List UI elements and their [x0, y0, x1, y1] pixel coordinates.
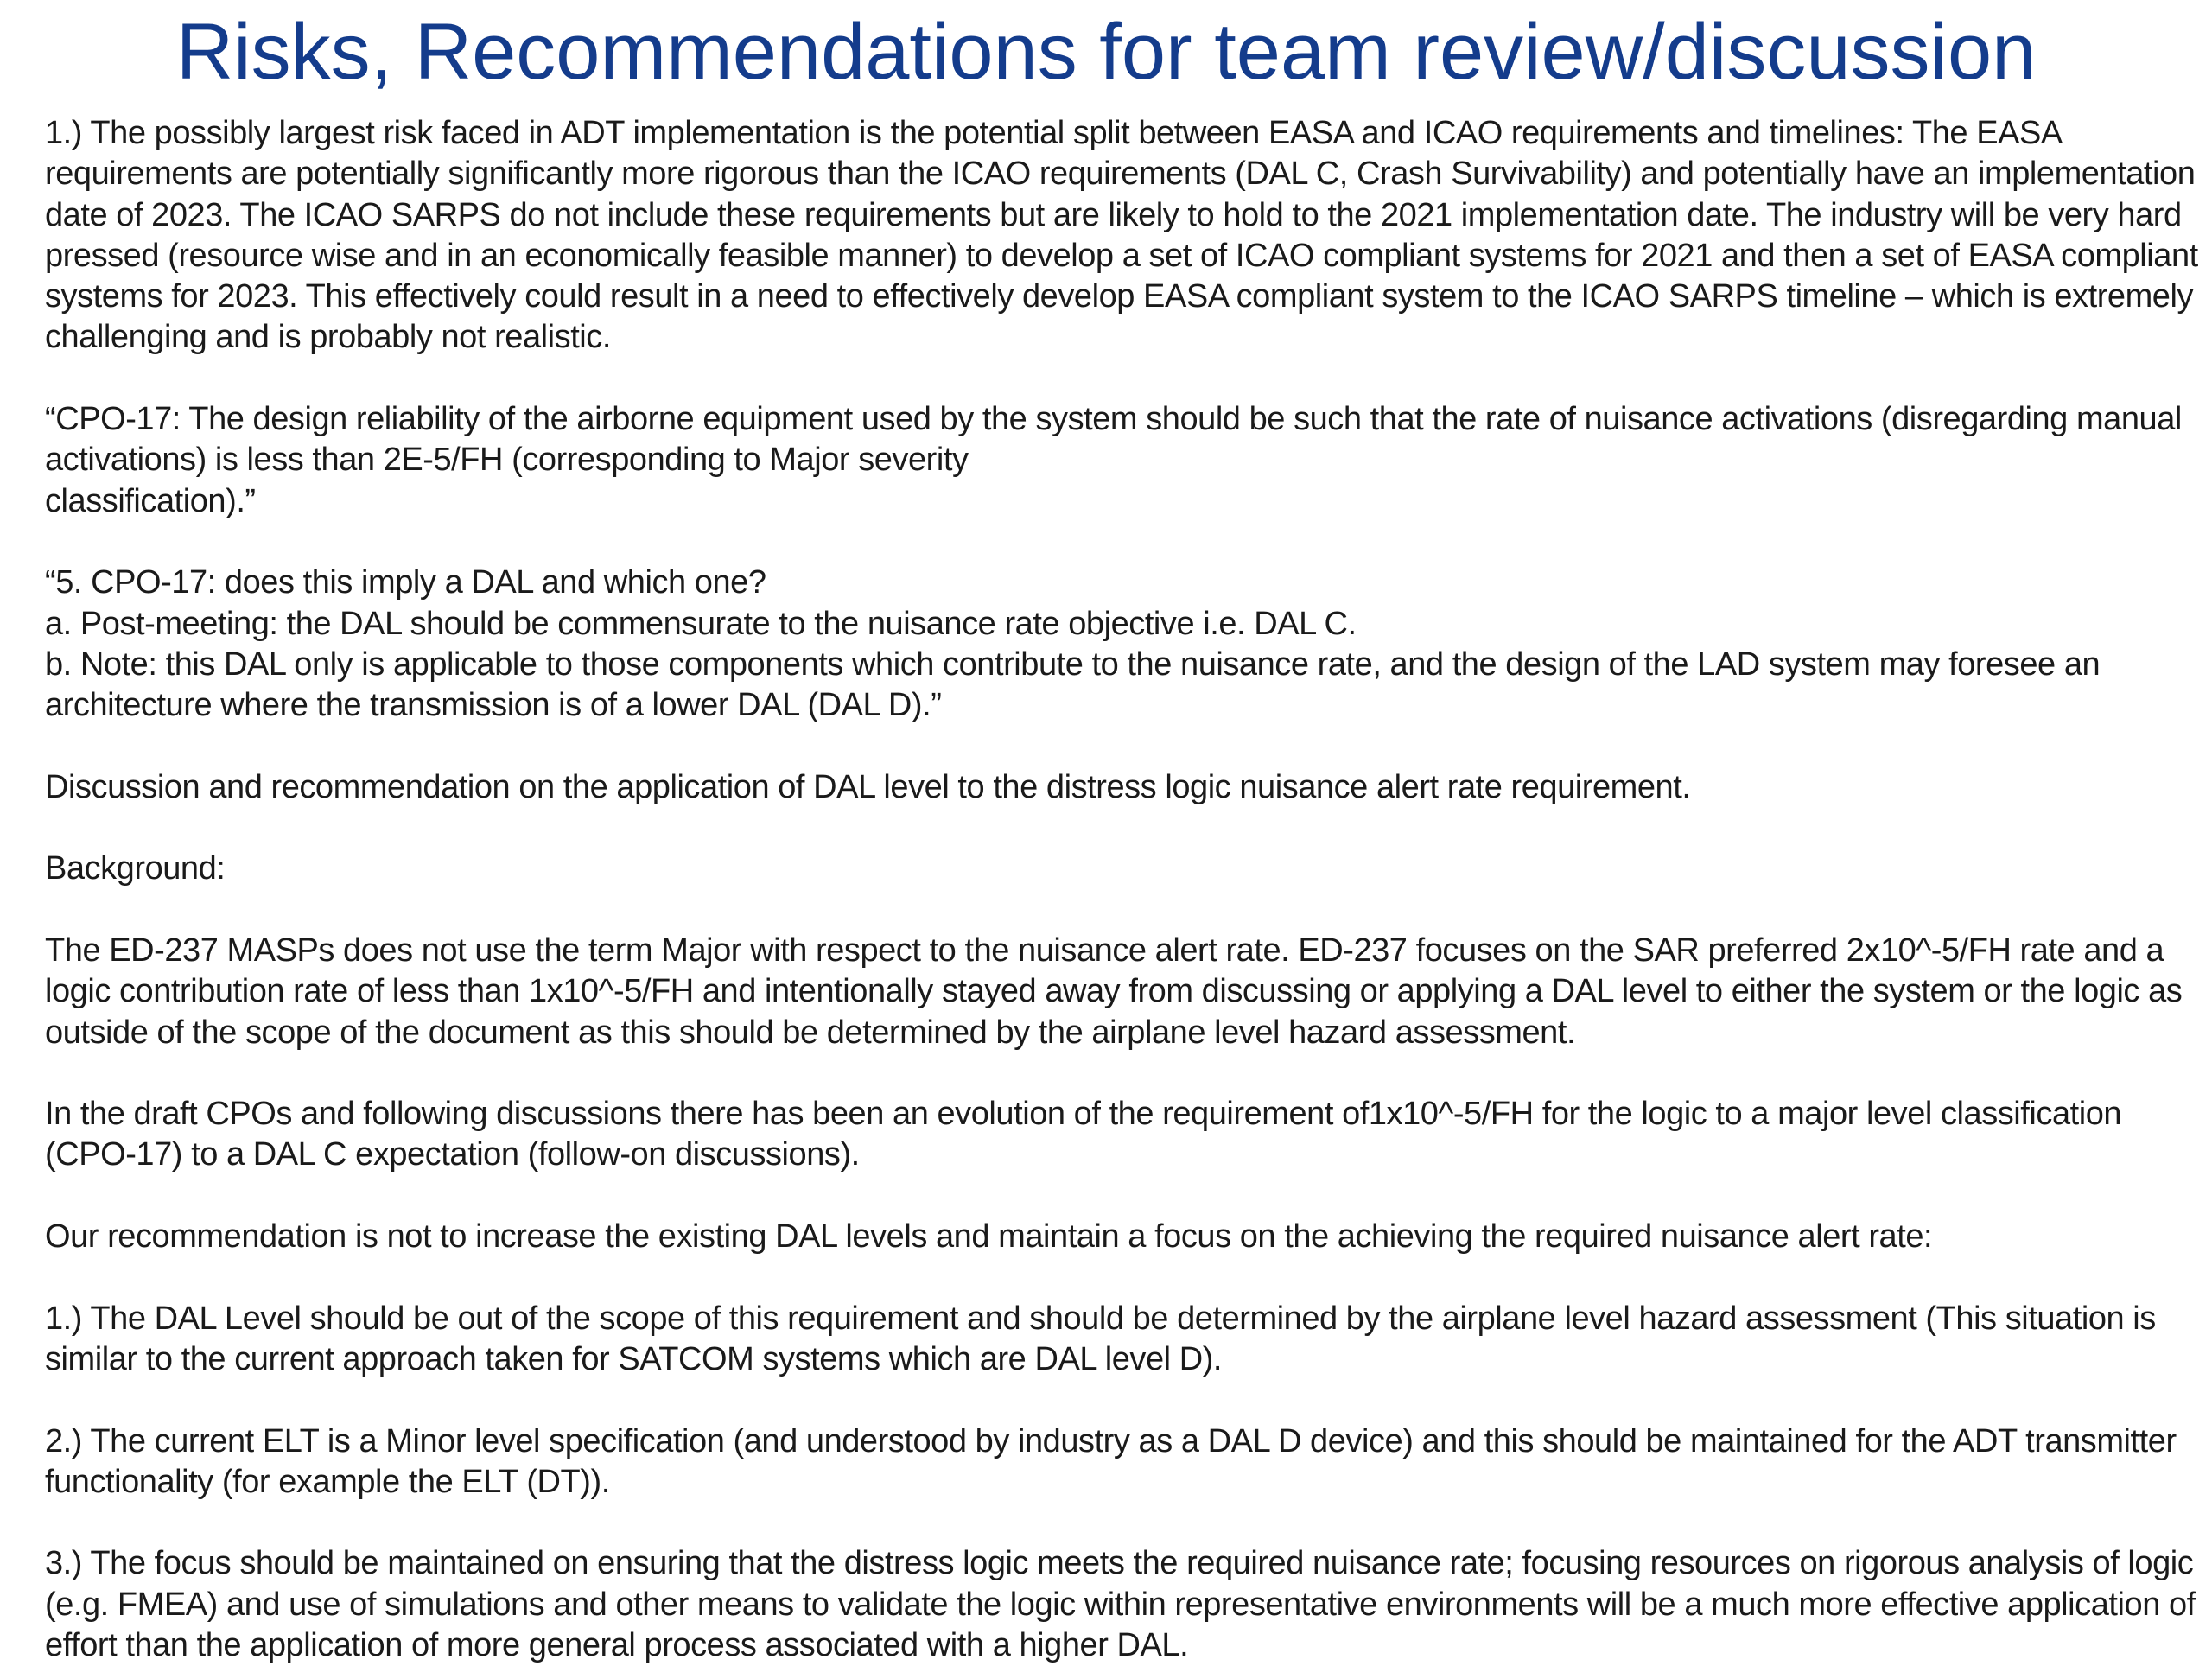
paragraph-spacer — [45, 522, 2205, 563]
recommendation-intro: Our recommendation is not to increase the existing DAL levels and maintain a focus on the achieving the required nuisance alert rate: — [45, 1218, 1933, 1256]
discussion-heading: Discussion and recommendation on the application of DAL level to the distress logic nuisance alert rate requirement. — [45, 768, 1691, 805]
paragraph-spacer — [45, 1503, 2205, 1543]
paragraph-spacer — [45, 359, 2205, 399]
paragraph-spacer — [45, 890, 2205, 931]
risk-paragraph-1: 1.) The possibly largest risk faced in ADT implementation is the potential split between EASA and ICAO requirements and timelines: The EASA requirements are potentially significantly more rigorous than the ICAO requirements (DAL C, Crash Survivability) and potentially have an implementation date of 2023. The ICAO SARPS do not include these requirements but are likely to hold to the 2021 implementation date. The industry will be very hard pressed (resource wise and in an economically feasible manner) to develop a set of ICAO compliant systems for 2021 and then a set of EASA compliant systems for 2023. This effectively could result in a need to effectively develop EASA compliant system to the ICAO SARPS timeline – which is extremely challenging and is probably not realistic. — [45, 115, 2198, 356]
recommendation-item-1: 1.) The DAL Level should be out of the scope of this requirement and should be determined by the airplane level hazard assessment (This situation is similar to the current approach taken for SATCOM systems which are DAL level D). — [45, 1300, 2156, 1377]
slide-body — [45, 113, 2205, 1666]
paragraph-spacer — [45, 1176, 2205, 1217]
paragraph-spacer — [45, 1257, 2205, 1298]
slide-title: Risks, Recommendations for team review/discussion — [175, 8, 2037, 96]
background-label: Background: — [45, 850, 226, 887]
background-paragraph: The ED-237 MASPs does not use the term Major with respect to the nuisance alert rate. ED-237 focuses on the SAR preferred 2x10^-5/FH rate and a logic contribution rate of less than 1x10^-5/FH and intentionally stayed away from discussing or applying a DAL level to either the system or the logic as outside of the scope of the document as this should be determined by the airplane level hazard assessment. — [45, 932, 2183, 1051]
recommendation-item-3: 3.) The focus should be maintained on ensuring that the distress logic meets the required nuisance rate; focusing resources on rigorous analysis of logic (e.g. FMEA) and use of simulations and other means to validate the logic within representative environments will be a much more effective application of effort than the application of more general process associated with a higher DAL. — [45, 1545, 2196, 1663]
recommendation-item-2: 2.) The current ELT is a Minor level specification (and understood by industry as a DAL D device) and this should be maintained for the ADT transmitter functionality (for example the ELT (DT)). — [45, 1422, 2177, 1500]
draft-cpo-evolution-paragraph: In the draft CPOs and following discussions there has been an evolution of the requirement of1x10^-5/FH for the logic to a major level classification (CPO-17) to a DAL C expectation (follow-on discussions). — [45, 1096, 2122, 1173]
paragraph-spacer — [45, 808, 2205, 849]
cpo-17-dal-question: “5. CPO-17: does this imply a DAL and which one? a. Post-meeting: the DAL should be commensurate to the nuisance rate objective i.e. DAL C. b. Note: this DAL only is applicable to those components which contribute to the nuisance rate, and the design of the LAD system may foresee an architecture where the transmission is of a lower DAL (DAL D).” — [45, 564, 2101, 724]
paragraph-spacer — [45, 726, 2205, 766]
paragraph-spacer — [45, 1053, 2205, 1094]
cpo-17-quote: “CPO-17: The design reliability of the airborne equipment used by the system should be such that the rate of nuisance activations (disregarding manual activations) is less than 2E-5/FH (corresponding to Major severity classification).” — [45, 401, 2182, 519]
paragraph-spacer — [45, 1380, 2205, 1421]
